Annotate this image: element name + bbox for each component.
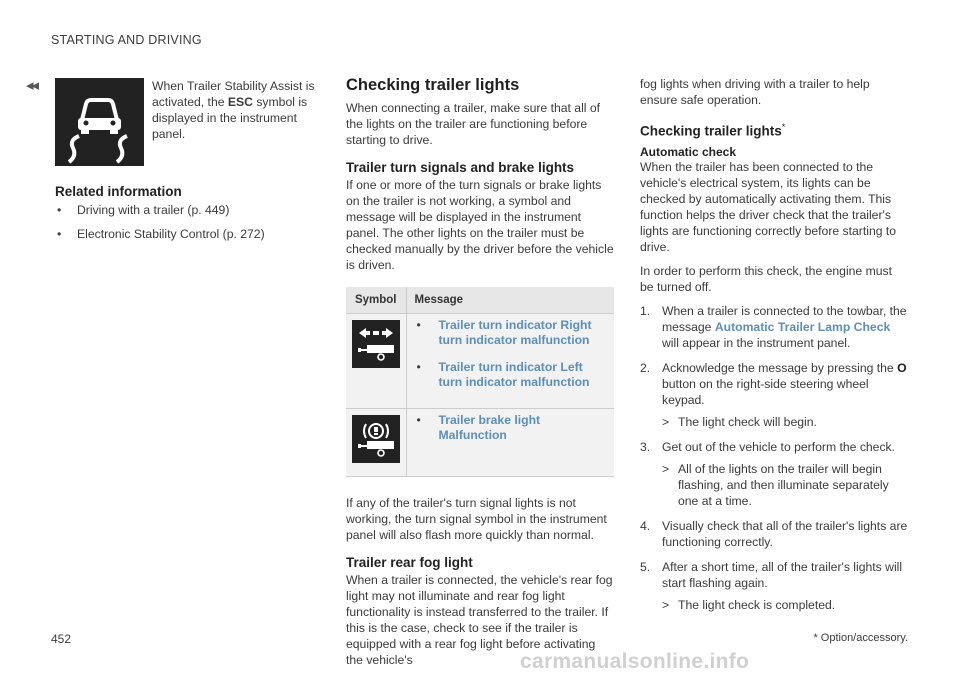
turn-signals-paragraph: If one or more of the turn signals or brake lights on the trailer is not working, a symbol and message will be displayed in the instrument panel. The other lights on the trailer must be checked manually by the driver before the vehicle is driven. [346,178,614,272]
engine-off-paragraph: In order to perform this check, the engine must be turned off. [640,263,892,294]
after-table-paragraph: If any of the trailer's turn signal lights is not working, the turn signal symbol in the instrument panel will also flash more quickly than normal. [346,495,607,542]
subheading-automatic-check: Automatic check [640,144,737,159]
continued-paragraph: fog lights when driving with a trailer to help ensure safe operation. [640,77,870,107]
column-3 [640,76,908,622]
page-number: 452 [51,632,72,646]
list-item: 5. After a short time, all of the trailer's lights will start flashing again. > The light check is completed. [640,559,908,613]
message-automatic-trailer-lamp-check: Automatic Trailer Lamp Check [714,319,891,334]
list-item: 2. Acknowledge the message by pressing the O button on the right-side steering wheel keypad. > The light check will begin. [640,360,907,429]
automatic-check-paragraph: When the trailer has been connected to the vehicle's electrical system, its lights can be checked by automatically activating them. This function helps the driver check that the trailer's lights are functioning correctly before starting to drive. [640,159,897,254]
table-row [346,408,614,476]
column-header-message: Message [406,287,614,313]
rear-fog-light-paragraph: When a trailer is connected, the vehicle's rear fog light may not illuminate and rear fog light functionality is instead transferred to the trailer. If this is the case, check to see if the trailer is equipped with a rear fog light before activating the vehicle's [346,572,613,667]
trailer-turn-indicator-icon [352,320,400,368]
step-result: > The light check will begin. [662,414,817,429]
intro-paragraph: When connecting a trailer, make sure that all of the lights on the trailer are functioning before starting to drive. [346,101,601,147]
list-item: 3. Get out of the vehicle to perform the check. > All of the lights on the trailer will begin flashing, and then illuminate separately one at a time. [640,439,908,509]
option-marker: * [781,122,786,132]
column-2 [346,76,614,668]
related-links-list [55,202,320,250]
table-row [346,313,614,408]
section-title: Checking trailer lights [346,76,520,94]
subheading-rear-fog-light: Trailer rear fog light [346,554,473,570]
steps-list [640,303,908,613]
list-item: 1. When a trailer is connected to the towbar, the message Automatic Trailer Lamp Check will appear in the instrument panel. [640,303,907,350]
message-left-indicator-malfunction: • Trailer turn indicator Left turn indicator malfunction [416,359,590,389]
double-chevron-left-icon[interactable]: ◂◂ [26,77,38,94]
related-information-heading: Related information [55,184,182,199]
message-brake-light-malfunction: • Trailer brake light Malfunction [416,412,541,442]
step-result: > The light check is completed. [662,597,836,612]
trailer-brake-light-icon [352,415,400,463]
list-item: 4. Visually check that all of the trailer's lights are functioning correctly. [640,518,908,549]
subheading-turn-signals: Trailer turn signals and brake lights [346,160,575,175]
symbol-message-table [346,287,614,477]
column-header-symbol: Symbol [346,287,406,313]
esc-description: When Trailer Stability Assist is activated, the ESC symbol is displayed in the instrument panel. [152,79,315,141]
message-right-indicator-malfunction: • Trailer turn indicator Right turn indicator malfunction [416,317,592,347]
related-link-electronic-stability-control[interactable]: • Electronic Stability Control (p. 272) [57,227,265,241]
page-header: STARTING AND DRIVING [51,33,202,47]
o-button-label: O [897,360,907,375]
step-result: > All of the lights on the trailer will begin flashing, and then illuminate separately one at a time. [662,461,889,508]
watermark: carmanualsonline.info [520,650,750,673]
footnote: * Option/accessory. [813,632,908,644]
related-link-driving-with-trailer[interactable]: • Driving with a trailer (p. 449) [57,203,230,217]
esc-symbol-icon [55,78,144,166]
subheading-checking-trailer-lights: Checking trailer lights* [640,122,786,139]
